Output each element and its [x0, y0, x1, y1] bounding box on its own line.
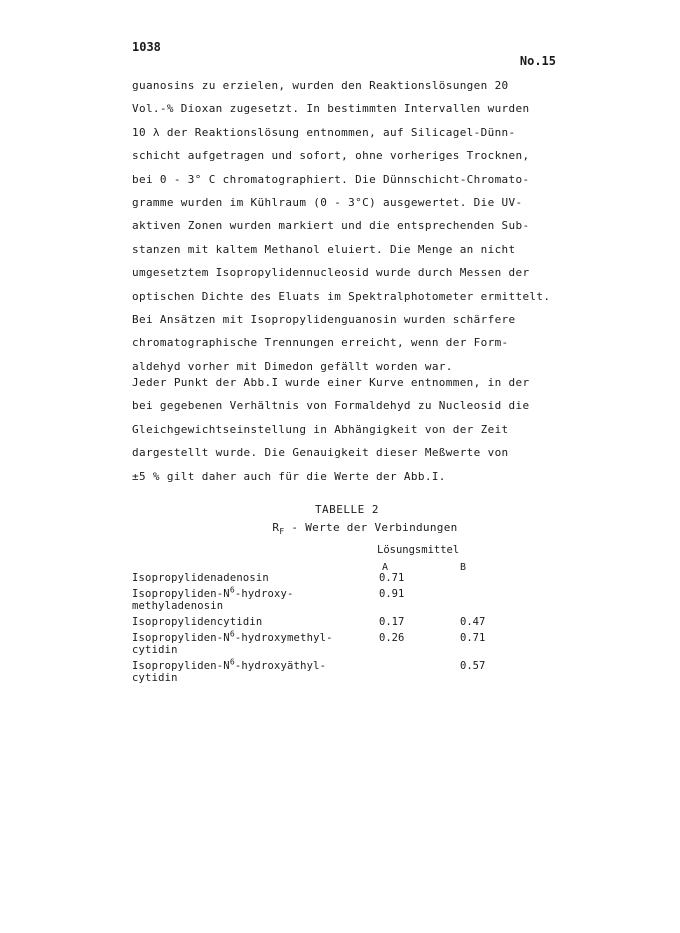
text-line: aktiven Zonen wurden markiert und die entsprechenden Sub-: [132, 219, 530, 233]
rf-value-b: 0.57: [460, 660, 486, 672]
solvent-header: Lösungsmittel: [377, 544, 460, 556]
compound-name: [132, 629, 372, 656]
compound-superscript: 6: [229, 629, 235, 639]
text-line: chromatographische Trennungen erreicht, wenn der Form-: [132, 336, 509, 350]
text-line: Jeder Punkt der Abb.I wurde einer Kurve entnommen, in der: [132, 376, 530, 389]
compound-name-part: cytidin: [132, 644, 178, 656]
text-line: Bei Ansätzen mit Isopropylidenguanosin wurden schärfere: [132, 312, 516, 326]
compound-name: [132, 657, 372, 684]
column-header-b: B: [460, 562, 467, 573]
compound-name-part: -hydroxymethyl-: [234, 632, 333, 644]
page-header: [132, 40, 556, 68]
rf-value-b: 0.71: [460, 632, 486, 644]
compound-superscript: 6: [229, 585, 235, 595]
text-line: Vol.-% Dioxan zugesetzt. In bestimmten Intervallen wurden: [132, 102, 530, 116]
table-row: [132, 572, 562, 584]
compound-name-part: -hydroxy-: [234, 588, 294, 600]
page-number: 1038: [132, 40, 161, 54]
rf-table: [132, 572, 562, 688]
compound-name-part: methyladenosin: [132, 600, 224, 612]
text-line: umgesetztem Isopropylidennucleosid wurde durch Messen der: [132, 266, 530, 280]
table-subtitle-text: - Werte der Verbindungen: [284, 521, 458, 534]
rf-value-a: 0.26: [379, 632, 405, 644]
paragraph-methods: [132, 74, 562, 378]
text-line: guanosins zu erzielen, wurden den Reaktionslösungen 20: [132, 79, 509, 92]
text-line: ±5 % gilt daher auch für die Werte der Abb.I.: [132, 469, 446, 483]
compound-name-part: Isopropylidenadenosin: [132, 572, 269, 584]
rf-value-a: 0.17: [379, 616, 405, 628]
compound-name: [132, 572, 372, 584]
rf-value-b: 0.47: [460, 616, 486, 628]
text-line: schicht aufgetragen und sofort, ohne vorheriges Trocknen,: [132, 149, 530, 163]
text-line: optischen Dichte des Eluats im Spektralphotometer ermittelt.: [132, 289, 551, 303]
paragraph-accuracy: [132, 371, 562, 488]
compound-name-part: cytidin: [132, 672, 178, 684]
compound-name-part: Isopropylidencytidin: [132, 616, 263, 628]
rf-subscript: F: [279, 527, 285, 537]
table-title: TABELLE 2: [314, 503, 380, 516]
compound-name: [132, 616, 372, 628]
text-line: 10 λ der Reaktionslösung entnommen, auf Silicagel-Dünn-: [132, 125, 516, 139]
compound-name-part: -hydroxyäthyl-: [234, 660, 327, 672]
table-row: [132, 616, 562, 628]
rf-value-a: 0.91: [379, 588, 405, 600]
text-line: bei gegebenen Verhältnis von Formaldehyd zu Nucleosid die: [132, 399, 530, 413]
text-line: stanzen mit kaltem Methanol eluiert. Die Menge an nicht: [132, 242, 516, 256]
text-line: aldehyd vorher mit Dimedon gefällt worden war.: [132, 359, 453, 373]
text-line: Gleichgewichtseinstellung in Abhängigkeit von der Zeit: [132, 422, 509, 436]
compound-name: [132, 585, 372, 612]
table-row: [132, 629, 562, 656]
table-row: [132, 585, 562, 612]
rf-value-a: 0.71: [379, 572, 405, 584]
compound-name-part: Isopropyliden-N: [132, 660, 230, 672]
compound-name-part: Isopropyliden-N: [132, 588, 230, 600]
text-line: bei 0 - 3° C chromatographiert. Die Dünnschicht-Chromato-: [132, 172, 530, 186]
table-subtitle: [132, 521, 562, 536]
column-header-a: A: [382, 562, 389, 573]
text-line: gramme wurden im Kühlraum (0 - 3°C) ausgewertet. Die UV-: [132, 195, 523, 209]
compound-name-part: Isopropyliden-N: [132, 632, 230, 644]
compound-superscript: 6: [229, 657, 235, 667]
table-row: [132, 657, 562, 684]
issue-number: No.15: [519, 54, 556, 68]
text-line: dargestellt wurde. Die Genauigkeit dieser Meßwerte von: [132, 446, 509, 460]
rf-symbol: R: [272, 521, 280, 534]
